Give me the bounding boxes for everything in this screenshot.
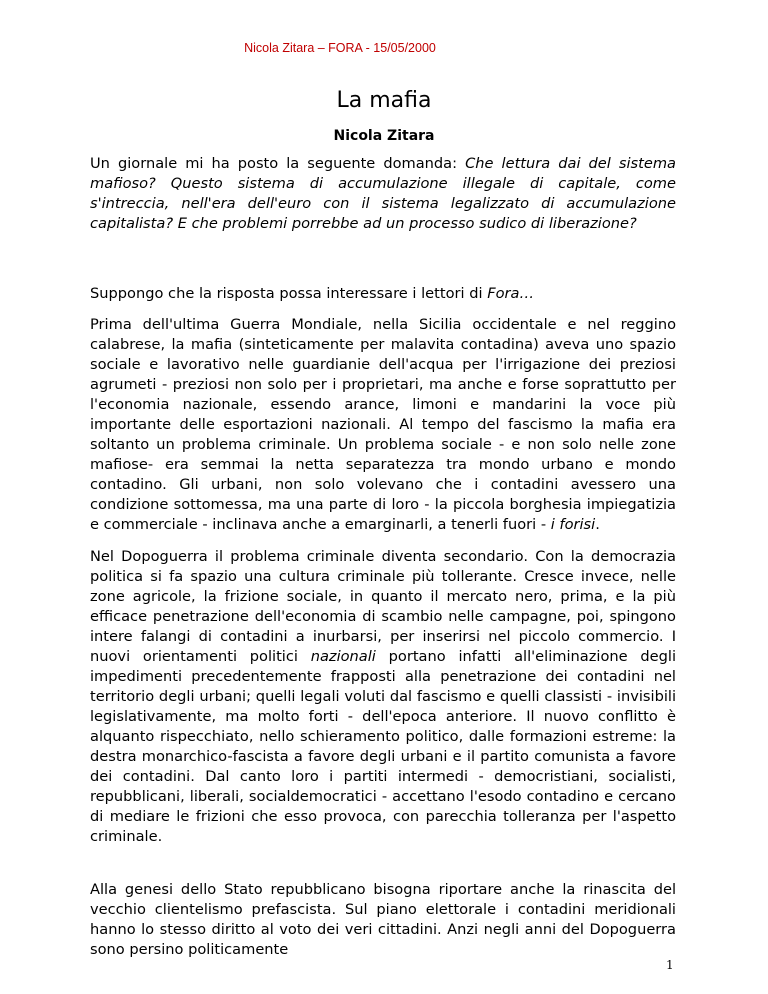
paragraph-2 bbox=[90, 284, 676, 304]
paragraph-4-italic: nazionali bbox=[310, 648, 376, 665]
paragraph-3-italic: i forisi bbox=[550, 516, 596, 533]
paragraph-5-text: Alla genesi dello Stato repubblicano bisogna riportare anche la rinascita del vecchio clientelismo prefascista. Sul piano elettorale i contadini meridionali hanno lo stesso diritto al voto dei veri cittadini. Anzi negli anni del Dopoguerra sono persino politicamente bbox=[90, 881, 676, 958]
running-header: Nicola Zitara – FORA - 15/05/2000 bbox=[244, 41, 436, 55]
paragraph-4 bbox=[90, 547, 676, 847]
paragraph-5 bbox=[90, 880, 676, 960]
document-title: La mafia bbox=[336, 88, 432, 113]
page-number: 1 bbox=[666, 958, 674, 972]
intro-lead: Un giornale mi ha posto la seguente domanda: bbox=[90, 155, 466, 172]
paragraph-3 bbox=[90, 315, 676, 535]
paragraph-4-text-b: portano infatti all'eliminazione degli impedimenti precedentemente frapposti alla penetrazione dei contadini nel territorio degli urbani; quelli legali voluti dal fascismo e quelli classisti - invisibili legislativamente, ma molto forti - dell'epoca anteriore. Il nuovo conflitto è alquanto rispecchiato, nello schieramento politico, dalle formazioni estreme: la destra monarchico-fascista a favore degli urbani e il partito comunista a favore dei contadini. Dal canto loro i partiti intermedi - democristiani, socialisti, repubblicani, liberali, socialdemocratici - accettano l'esodo contadino e cercano di mediare le frizioni che esso provoca, con parecchia tolleranza per l'aspetto criminale. bbox=[90, 648, 676, 845]
paragraph-3-text: Prima dell'ultima Guerra Mondiale, nella Sicilia occidentale e nel reggino calabrese, la mafia (sinteticamente per malavita contadina) aveva uno spazio sociale e lavorativo nelle guardianie dell'acqua per l'irrigazione dei preziosi agrumeti - preziosi non solo per i proprietari, ma anche e forse soprattutto per l'economia nazionale, essendo arance, limoni e mandarini la voce più importante delle esportazioni nazionali. Al tempo del fascismo la mafia era soltanto un problema criminale. Un problema sociale - e non solo nelle zone mafiose- era semmai la netta separatezza tra mondo urbano e mondo contadino. Gli urbani, non solo volevano che i contadini avessero una condizione sottomessa, ma una parte di loro - la piccola borghesia impiegatizia e commerciale - inclinava anche a emarginarli, a tenerli fuori - bbox=[90, 316, 676, 533]
paragraph-2-text: Suppongo che la risposta possa interessare i lettori di bbox=[90, 285, 488, 302]
paragraph-4-text-a: Nel Dopoguerra il problema criminale diventa secondario. Con la democrazia politica si fa spazio una cultura criminale più tollerante. Cresce invece, nelle zone agricole, la frizione sociale, in quanto il mercato nero, prima, e la più efficace penetrazione dell'economia di scambio nelle campagne, poi, spingono intere falangi di contadini a inurbarsi, per inserirsi nel piccolo commercio. I nuovi orientamenti politici bbox=[90, 548, 676, 665]
intro-paragraph bbox=[90, 154, 676, 234]
author-name: Nicola Zitara bbox=[333, 128, 435, 144]
paragraph-3-end: . bbox=[595, 516, 600, 533]
intro-question: Che lettura dai del sistema mafioso? Questo sistema di accumulazione illegale di capitale, come s'intreccia, nell'era dell'euro con il sistema legalizzato di accumulazione capitalista? E che problemi porrebbe ad un processo sudico di liberazione? bbox=[90, 155, 676, 232]
paragraph-2-italic: Fora… bbox=[487, 285, 535, 302]
